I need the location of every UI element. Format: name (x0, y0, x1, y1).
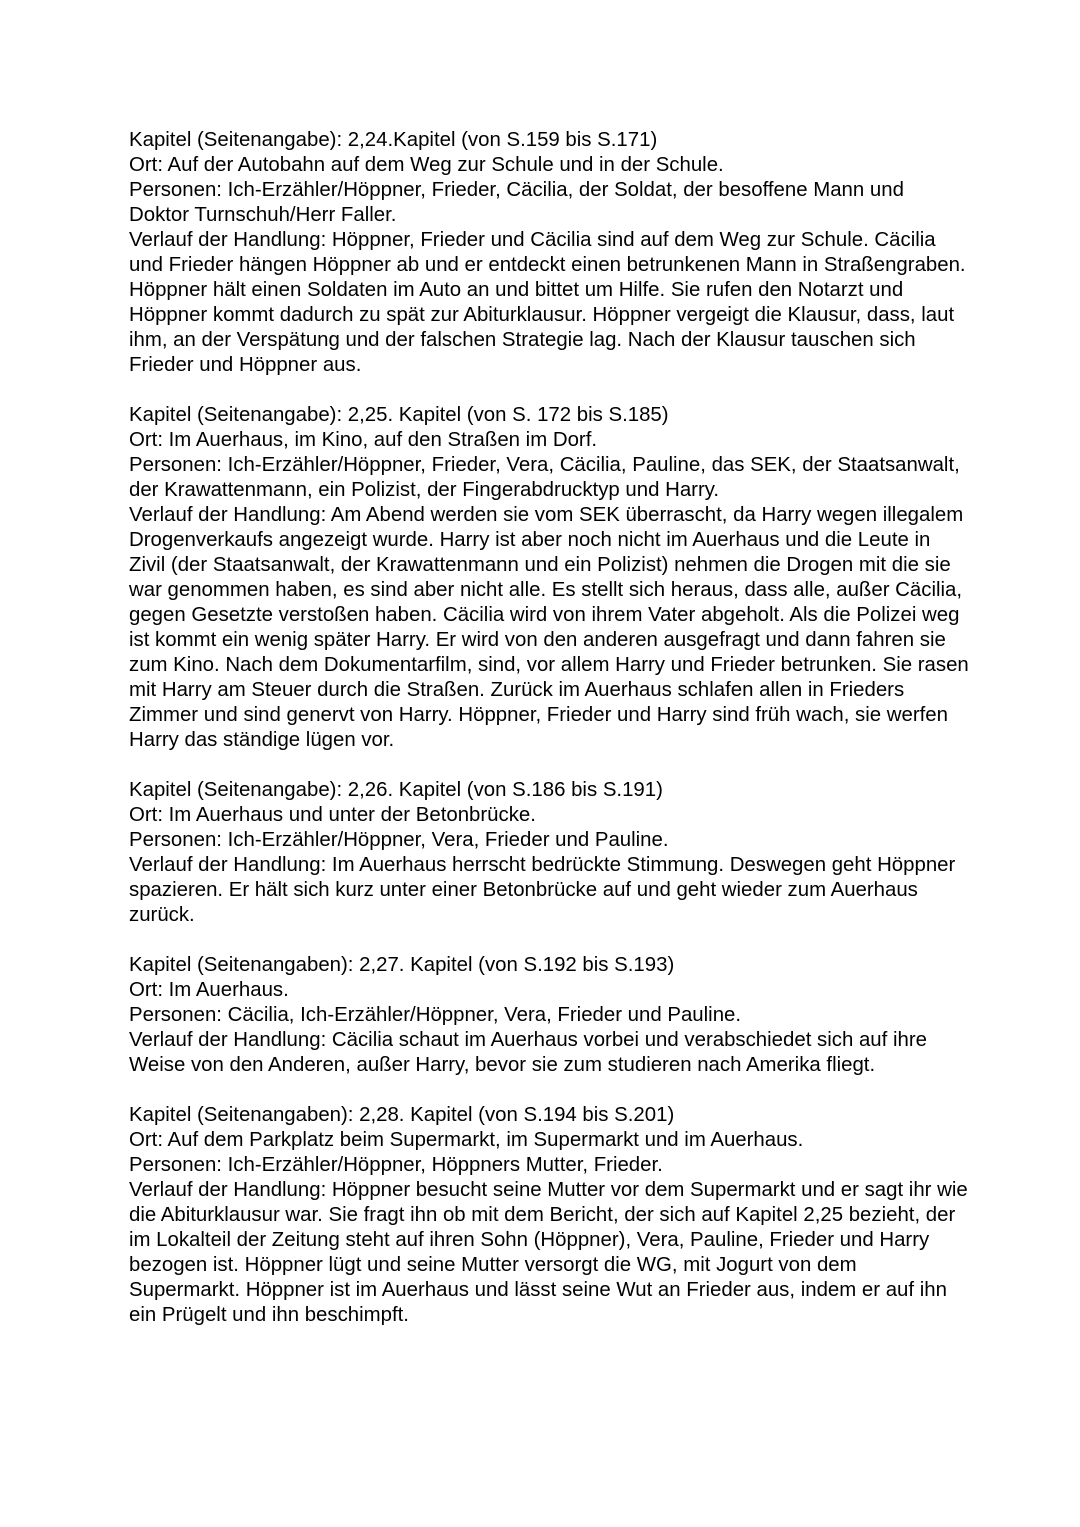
plot-summary: Verlauf der Handlung: Im Auerhaus herrscht bedrückte Stimmung. Deswegen geht Höppner spazieren. Er hält sich kurz unter einer Betonbrücke auf und geht wieder zum Auerhaus zurück. (129, 854, 956, 926)
persons-line: Personen: Cäcilia, Ich-Erzähler/Höppner, Vera, Frieder und Pauline. (129, 1004, 742, 1026)
plot-summary: Verlauf der Handlung: Cäcilia schaut im Auerhaus vorbei und verabschiedet sich auf ihre Weise von den Anderen, außer Harry, bevor sie zum studieren nach Amerika fliegt. (129, 1029, 927, 1076)
location-line: Ort: Im Auerhaus und unter der Betonbrücke. (129, 804, 536, 826)
location-line: Ort: Auf dem Parkplatz beim Supermarkt, im Supermarkt und im Auerhaus. (129, 1129, 804, 1151)
chapter-section-28 (129, 1103, 969, 1328)
persons-line: Personen: Ich-Erzähler/Höppner, Vera, Frieder und Pauline. (129, 829, 669, 851)
chapter-heading: Kapitel (Seitenangaben): 2,27. Kapitel (von S.192 bis S.193) (129, 954, 675, 976)
chapter-heading: Kapitel (Seitenangabe): 2,24.Kapitel (von S.159 bis S.171) (129, 129, 658, 151)
location-line: Ort: Auf der Autobahn auf dem Weg zur Schule und in der Schule. (129, 154, 724, 176)
plot-summary: Verlauf der Handlung: Am Abend werden sie vom SEK überrascht, da Harry wegen illegalem Drogenverkaufs angezeigt wurde. Harry ist aber noch nicht im Auerhaus und die Leute in Zivil (der Staatsanwalt, der Krawattenmann und ein Polizist) nehmen die Drogen mit die sie war genommen haben, es sind aber nicht alle. Es stellt sich heraus, dass alle, außer Cäcilia, gegen Gesetzte verstoßen haben. Cäcilia wird von ihrem Vater abgeholt. Als die Polizei weg ist kommt ein wenig später Harry. Er wird von den anderen ausgefragt und dann fahren sie zum Kino. Nach dem Dokumentarfilm, sind, vor allem Harry und Frieder betrunken. Sie rasen mit Harry am Steuer durch die Straßen. Zurück im Auerhaus schlafen allen in Frieders Zimmer und sind genervt von Harry. Höppner, Frieder und Harry sind früh wach, sie werfen Harry das ständige lügen vor. (129, 504, 969, 751)
persons-line: Personen: Ich-Erzähler/Höppner, Höppners Mutter, Frieder. (129, 1154, 663, 1176)
persons-line: Personen: Ich-Erzähler/Höppner, Frieder, Cäcilia, der Soldat, der besoffene Mann und Doktor Turnschuh/Herr Faller. (129, 179, 904, 226)
persons-line: Personen: Ich-Erzähler/Höppner, Frieder, Vera, Cäcilia, Pauline, das SEK, der Staatsanwalt, der Krawattenmann, ein Polizist, der Fingerabdrucktyp und Harry. (129, 454, 960, 501)
document-page (129, 128, 969, 1353)
chapter-section-25 (129, 403, 969, 753)
location-line: Ort: Im Auerhaus. (129, 979, 289, 1001)
chapter-heading: Kapitel (Seitenangabe): 2,25. Kapitel (von S. 172 bis S.185) (129, 404, 669, 426)
chapter-section-27 (129, 953, 969, 1078)
chapter-section-24 (129, 128, 969, 378)
chapter-heading: Kapitel (Seitenangabe): 2,26. Kapitel (von S.186 bis S.191) (129, 779, 663, 801)
chapter-section-26 (129, 778, 969, 928)
plot-summary: Verlauf der Handlung: Höppner besucht seine Mutter vor dem Supermarkt und er sagt ihr wie die Abiturklausur war. Sie fragt ihn ob mit dem Bericht, der sich auf Kapitel 2,25 bezieht, der im Lokalteil der Zeitung steht auf ihren Sohn (Höppner), Vera, Pauline, Frieder und Harry bezogen ist. Höppner lügt und seine Mutter versorgt die WG, mit Jogurt von dem Supermarkt. Höppner ist im Auerhaus und lässt seine Wut an Frieder aus, indem er auf ihn ein Prügelt und ihn beschimpft. (129, 1179, 968, 1326)
plot-summary: Verlauf der Handlung: Höppner, Frieder und Cäcilia sind auf dem Weg zur Schule. Cäcilia und Frieder hängen Höppner ab und er entdeckt einen betrunkenen Mann in Straßengraben. Höppner hält einen Soldaten im Auto an und bittet um Hilfe. Sie rufen den Notarzt und Höppner kommt dadurch zu spät zur Abiturklausur. Höppner vergeigt die Klausur, dass, laut ihm, an der Verspätung und der falschen Strategie lag. Nach der Klausur tauschen sich Frieder und Höppner aus. (129, 229, 966, 376)
chapter-heading: Kapitel (Seitenangaben): 2,28. Kapitel (von S.194 bis S.201) (129, 1104, 675, 1126)
location-line: Ort: Im Auerhaus, im Kino, auf den Straßen im Dorf. (129, 429, 598, 451)
